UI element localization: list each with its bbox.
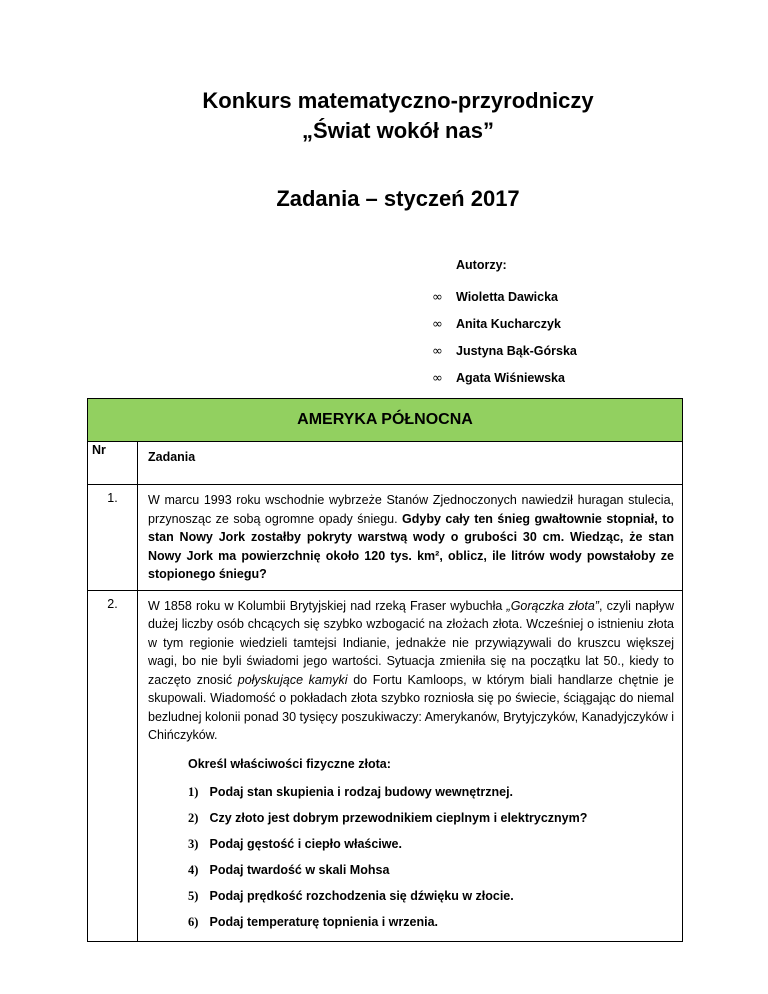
authors-label: Autorzy: [456,258,507,272]
table-header-row [88,442,683,485]
question-text: Podaj prędkość rozchodzenia się dźwięku w złocie. [209,889,514,903]
infinity-bullet-icon: ∞ [432,317,443,332]
question-number: 3) [188,837,199,851]
author-item [432,284,577,311]
list-item [188,831,674,857]
question-number: 6) [188,915,199,929]
task-1-text: W marcu 1993 roku wschodnie wybrzeże Stanów Zjednoczonych nawiedził huragan stulecia, przynosząc ze sobą ogromne opady śniegu. [148,493,674,526]
task-number: 1. [88,485,138,591]
infinity-bullet-icon: ∞ [432,344,443,359]
task-2-text-c: do Fortu Kamloops, w którym biali handlarze chętnie je skupowali. Wiadomość o pokładach złota szybko rozniosła się po świecie, ściągając do niemal bezludnej kolonii ponad 30 tysięcy poszukiwaczy: Amerykanów, Brytyjczyków, Kanadyjczyków i Chińczyków. [148,672,674,742]
list-item [188,883,674,909]
tasks-table [87,398,683,942]
author-name: Justyna Bąk-Górska [456,344,577,358]
infinity-bullet-icon: ∞ [432,290,443,305]
subtitle: Zadania – styczeń 2017 [276,186,520,211]
title-block [0,86,768,212]
question-text: Podaj gęstość i ciepło właściwe. [209,837,402,851]
task-1-content [138,485,683,591]
task-1-question: Gdyby cały ten śnieg gwałtownie stopniał, to stan Nowy Jork zostałby pokryty warstwą wody o grubości 30 cm. Wiedząc, że stan Nowy Jork ma powierzchnię około 120 tys. km², oblicz, ile litrów wody powstałoby ze stopionego śniegu? [148,511,674,581]
author-item [432,338,577,365]
authors-list [432,284,577,392]
authors-section [432,258,577,392]
task-2-content [138,590,683,942]
task-2-paragraph [148,597,674,745]
title-line-2: „Świat wokół nas” [302,118,494,143]
author-name: Agata Wiśniewska [456,371,565,385]
list-item [188,857,674,883]
question-number: 1) [188,785,199,799]
author-item [432,311,577,338]
author-name: Wioletta Dawicka [456,290,559,304]
author-item [432,365,577,392]
question-number: 2) [188,811,199,825]
task-2-text-b: , czyli napływ dużej liczby osób chcących się szybko wzbogacić na złożach złota. Wcześniej o istnieniu złota w tym regionie wiedzieli tamtejsi Indianie, jednakże nie przywiązywali do kruszcu większej wagi, bo nie byli świadomi jego wartości. Sytuacja zmieniła się na początku lat 50., kiedy to zaczęto znosić [148,598,674,687]
infinity-bullet-icon: ∞ [432,371,443,386]
question-text: Podaj twardość w skali Mohsa [209,863,390,877]
task-number: 2. [88,590,138,942]
column-header-tasks: Zadania [138,442,683,485]
task-2-text-a: W 1858 roku w Kolumbii Brytyjskiej nad rzeką Fraser wybuchła [148,598,507,613]
table-row [88,590,683,942]
task-2-intro: Określ właściwości fizyczne złota: [188,756,391,771]
question-text: Czy złoto jest dobrym przewodnikiem cieplnym i elektrycznym? [209,811,588,825]
column-header-nr: Nr [88,442,138,485]
title-line-1: Konkurs matematyczno-przyrodniczy [202,88,594,113]
question-number: 4) [188,863,199,877]
list-item [188,805,674,831]
list-item [188,909,674,935]
question-text: Podaj temperaturę topnienia i wrzenia. [209,915,439,929]
list-item [188,779,674,805]
task-2-questions [148,779,674,935]
task-2-italic-b: połyskujące kamyki [237,672,348,687]
question-number: 5) [188,889,199,903]
table-row [88,485,683,591]
region-header: AMERYKA PÓŁNOCNA [88,399,683,442]
task-2-italic-a: „Gorączka złota” [506,598,599,613]
question-text: Podaj stan skupienia i rodzaj budowy wewnętrznej. [209,785,514,799]
author-name: Anita Kucharczyk [456,317,561,331]
